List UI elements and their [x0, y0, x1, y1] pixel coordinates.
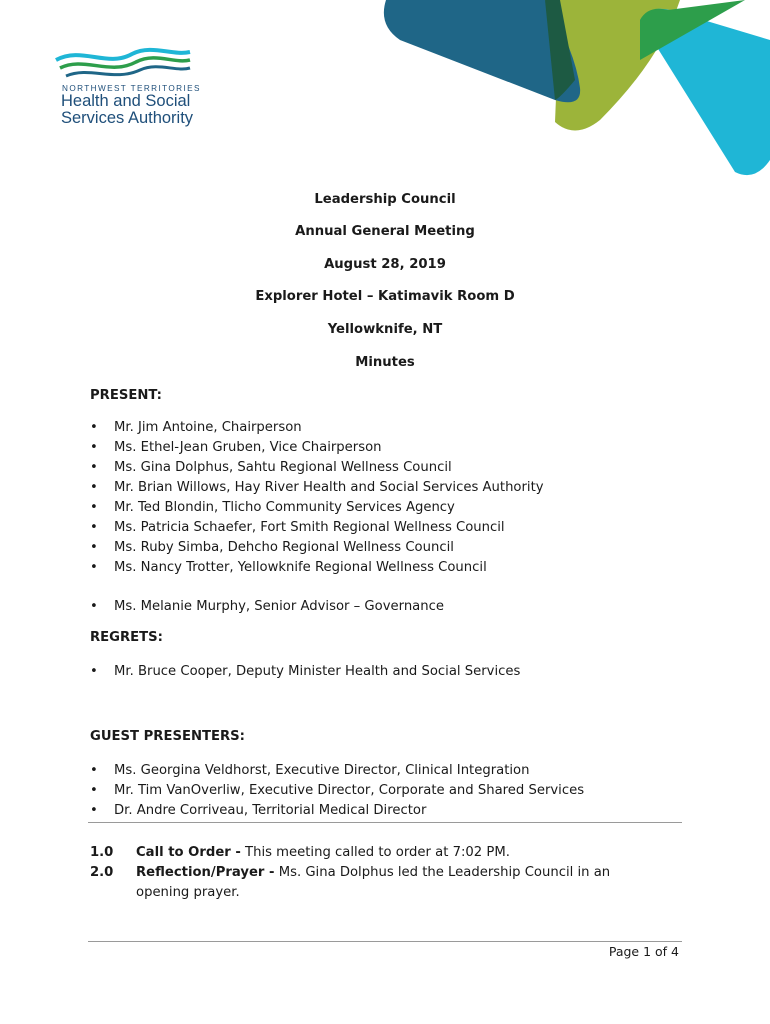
- regrets-heading: REGRETS:: [90, 630, 163, 645]
- list-item: • Mr. Ted Blondin, Tlicho Community Services Agency: [90, 498, 544, 518]
- page-number: Page 1 of 4: [608, 944, 679, 959]
- agenda-item-title: Call to Order -: [136, 845, 241, 860]
- list-item: • Mr. Bruce Cooper, Deputy Minister Health and Social Services: [90, 662, 520, 682]
- decor-olive-shape: [555, 0, 680, 131]
- guest-presenters-heading: GUEST PRESENTERS:: [90, 729, 245, 744]
- regrets-list: [90, 662, 520, 682]
- list-item: • Ms. Nancy Trotter, Yellowknife Regional Wellness Council: [90, 558, 544, 578]
- list-item: • Mr. Tim VanOverliw, Executive Director, Corporate and Shared Services: [90, 781, 584, 801]
- logo-territory-text: NORTHWEST TERRITORIES: [62, 84, 201, 93]
- list-item: • Ms. Melanie Murphy, Senior Advisor – Governance: [90, 597, 444, 617]
- footer-divider: [88, 941, 682, 942]
- decor-teal-shape: [384, 0, 580, 102]
- logo-name-line1: Health and Social: [61, 92, 191, 110]
- present-list: [90, 418, 544, 578]
- document-type: Minutes: [355, 355, 415, 370]
- list-item: • Dr. Andre Corriveau, Territorial Medical Director: [90, 801, 584, 821]
- agenda-item-number: 1.0: [90, 845, 114, 860]
- decor-green-shape: [640, 0, 745, 60]
- organization-logo: [52, 46, 202, 127]
- list-item: • Mr. Brian Willows, Hay River Health and Social Services Authority: [90, 478, 544, 498]
- meeting-city: Yellowknife, NT: [327, 322, 443, 337]
- list-item: • Ms. Ruby Simba, Dehcho Regional Wellness Council: [90, 538, 544, 558]
- decor-overlap-shape: [545, 0, 575, 100]
- list-item: • Mr. Jim Antoine, Chairperson: [90, 418, 544, 438]
- meeting-name: Annual General Meeting: [295, 224, 475, 239]
- list-item: • Ms. Georgina Veldhorst, Executive Director, Clinical Integration: [90, 761, 584, 781]
- meeting-date: August 28, 2019: [324, 257, 446, 272]
- decor-cyan-shape: [640, 9, 770, 175]
- document-title: Leadership Council: [314, 192, 456, 207]
- agenda-item-number: 2.0: [90, 865, 114, 880]
- list-item: • Ms. Gina Dolphus, Sahtu Regional Wellness Council: [90, 458, 544, 478]
- present-heading: PRESENT:: [90, 388, 162, 403]
- agenda-item-text: This meeting called to order at 7:02 PM.: [240, 845, 510, 860]
- agenda-item-title: Reflection/Prayer -: [136, 865, 275, 880]
- agenda-item-text: Ms. Gina Dolphus led the Leadership Council in an opening prayer.: [136, 865, 611, 900]
- guest-presenters-list: [90, 761, 584, 821]
- logo-name-line2: Services Authority: [61, 109, 194, 127]
- list-item: • Ms. Ethel-Jean Gruben, Vice Chairperson: [90, 438, 544, 458]
- section-divider: [88, 822, 682, 823]
- meeting-venue: Explorer Hotel – Katimavik Room D: [255, 289, 515, 304]
- wave-logo-icon: [52, 46, 192, 82]
- present-staff-list: [90, 597, 444, 617]
- list-item: • Ms. Patricia Schaefer, Fort Smith Regional Wellness Council: [90, 518, 544, 538]
